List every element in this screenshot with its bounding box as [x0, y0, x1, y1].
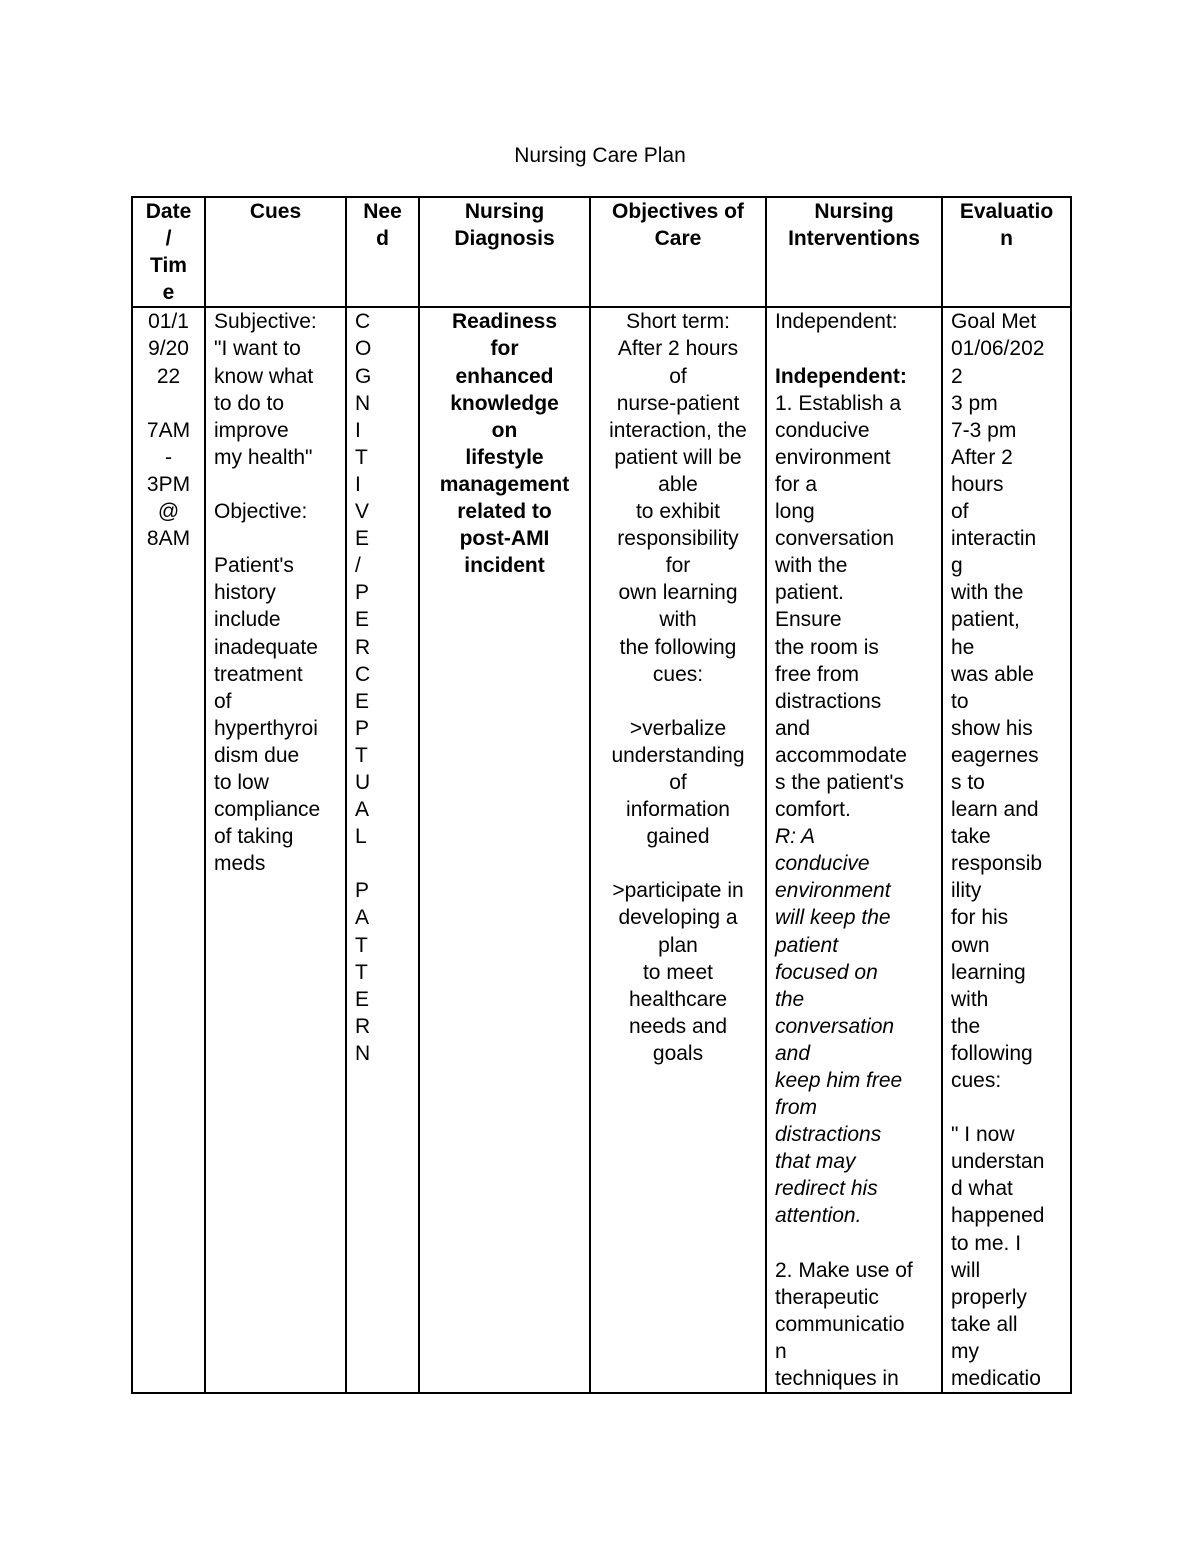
text-line: After 2 — [951, 445, 1013, 469]
header-cues — [205, 197, 346, 307]
text-line: take — [951, 825, 991, 849]
text-line: E — [355, 689, 370, 713]
text-line: and — [775, 1041, 811, 1065]
text-line: 7AM — [146, 418, 191, 442]
text-line: 7-3 pm — [951, 418, 1017, 442]
text-line: responsib — [951, 852, 1043, 876]
text-line: Nursing — [464, 200, 545, 223]
text-line: Subjective: — [214, 310, 317, 334]
text-line — [355, 850, 416, 877]
text-line: s the patient's — [775, 770, 904, 794]
header-interventions — [766, 197, 942, 307]
text-line: attention. — [775, 1204, 862, 1228]
text-line: G — [355, 364, 372, 388]
text-line: patient will be — [614, 445, 742, 469]
text-line: E — [355, 527, 370, 551]
text-line: meds — [214, 852, 266, 876]
cell-evaluation — [942, 307, 1071, 1393]
text-line: of — [669, 364, 687, 388]
text-line: E — [355, 608, 370, 632]
text-line: information — [626, 798, 730, 822]
text-line — [951, 1094, 1068, 1121]
text-line: cues: — [652, 662, 704, 686]
text-line: to low — [214, 770, 269, 794]
text-line: dism due — [214, 743, 300, 767]
text-line: free from — [775, 662, 860, 686]
text-line: hyperthyroi — [214, 716, 318, 740]
text-line: techniques in — [775, 1367, 899, 1391]
text-line: 8AM — [146, 527, 191, 551]
text-line: / — [165, 227, 172, 251]
text-line: happened — [951, 1204, 1045, 1228]
text-line — [593, 850, 763, 877]
cell-date-time — [132, 307, 205, 1393]
text-line: to meet — [642, 960, 714, 984]
text-line: show his — [951, 716, 1033, 740]
text-line: Objectives of — [612, 200, 744, 223]
text-line: with — [951, 987, 989, 1011]
text-line: my — [951, 1339, 979, 1363]
text-line — [135, 390, 202, 417]
text-line: - — [165, 445, 172, 469]
text-line: Independent: — [775, 310, 898, 334]
text-line — [214, 525, 343, 552]
text-line: 3 pm — [951, 391, 998, 415]
text-line: Nee — [363, 200, 402, 223]
text-line: patient. — [775, 581, 844, 605]
text-line: that may — [775, 1150, 856, 1174]
text-line: Goal Met — [951, 310, 1037, 334]
text-line: improve — [214, 418, 289, 442]
text-line: was able — [951, 662, 1034, 686]
text-line: After 2 hours — [617, 337, 739, 361]
text-line: of — [214, 689, 232, 713]
text-line: of — [669, 770, 687, 794]
text-line — [593, 688, 763, 715]
text-line: 2. Make use of — [775, 1258, 913, 1282]
text-line: hours — [951, 472, 1004, 496]
text-line: Readiness — [451, 310, 558, 334]
text-line: " I now — [951, 1123, 1015, 1147]
text-line: / — [355, 554, 361, 578]
text-line: A — [355, 906, 370, 930]
text-line: 2 — [951, 364, 963, 388]
text-line: understan — [951, 1150, 1045, 1174]
text-line: Patient's — [214, 554, 294, 578]
text-line: my health" — [214, 445, 313, 469]
text-line: to — [951, 689, 969, 713]
header-evaluation — [942, 197, 1071, 307]
cell-objectives — [590, 307, 766, 1393]
text-line: I — [355, 418, 361, 442]
text-line: 1. Establish a — [775, 391, 902, 415]
text-line: to me. I — [951, 1231, 1022, 1255]
text-line: inadequate — [214, 635, 318, 659]
header-row — [132, 197, 1071, 307]
text-line: long — [775, 500, 815, 524]
text-line: 22 — [156, 364, 181, 388]
text-line: C — [355, 662, 371, 686]
text-line: and — [775, 716, 811, 740]
text-line: Ensure — [775, 608, 842, 632]
text-line: accommodate — [775, 743, 907, 767]
text-line: gained — [646, 825, 710, 849]
text-line: patient — [775, 933, 839, 957]
text-line: with the — [775, 554, 848, 578]
text-line: responsibility — [617, 527, 739, 551]
text-line: take all — [951, 1312, 1018, 1336]
interventions-step-2 — [775, 1230, 939, 1393]
text-line — [775, 335, 939, 362]
text-line: history — [214, 581, 276, 605]
text-line: eagernes — [951, 743, 1039, 767]
text-line: the following — [619, 635, 737, 659]
text-line: n — [775, 1339, 787, 1363]
text-line: N — [355, 391, 371, 415]
text-line: V — [355, 500, 370, 524]
cell-interventions — [766, 307, 942, 1393]
text-line: incident — [464, 554, 545, 578]
text-line: >participate in — [612, 879, 744, 903]
text-line: L — [355, 825, 367, 849]
text-line: C — [355, 310, 371, 334]
text-line: for — [665, 554, 691, 578]
text-line: U — [355, 770, 371, 794]
text-line: Evaluatio — [959, 200, 1054, 223]
text-line: will — [951, 1258, 981, 1282]
header-date-time — [132, 197, 205, 307]
text-line: Diagnosis — [454, 227, 555, 251]
nursing-care-plan-table — [131, 196, 1072, 1394]
text-line: patient, — [951, 608, 1020, 632]
text-line: he — [951, 635, 975, 659]
text-line: the — [951, 1014, 981, 1038]
text-line: n — [1000, 227, 1013, 251]
header-diagnosis — [419, 197, 590, 307]
text-line: R — [355, 635, 371, 659]
text-line: understanding — [611, 743, 745, 767]
text-line: to exhibit — [635, 500, 721, 524]
text-line: for — [490, 337, 519, 361]
text-line: >verbalize — [629, 716, 727, 740]
text-line: communicatio — [775, 1312, 905, 1336]
text-line: learning — [951, 960, 1026, 984]
text-line: interactin — [951, 527, 1037, 551]
text-line: Cues — [249, 200, 302, 223]
cell-need — [346, 307, 419, 1393]
text-line: able — [658, 472, 698, 496]
text-line: E — [355, 987, 370, 1011]
text-line — [214, 471, 343, 498]
text-line: ility — [951, 879, 982, 903]
text-line: distractions — [775, 689, 882, 713]
text-line: "I want to — [214, 337, 301, 361]
text-line: properly — [951, 1285, 1027, 1309]
text-line: keep him free — [775, 1069, 903, 1092]
text-line: distractions — [775, 1123, 882, 1147]
text-line: 01/1 — [148, 310, 189, 334]
text-line: on — [491, 418, 518, 442]
text-line: 01/06/202 — [951, 337, 1045, 361]
text-line: developing a — [618, 906, 738, 930]
text-line: post-AMI — [459, 527, 550, 551]
text-line: O — [355, 337, 372, 361]
text-line: needs and — [628, 1014, 728, 1038]
text-line: of taking — [214, 825, 294, 849]
cell-cues — [205, 307, 346, 1393]
text-line: T — [355, 933, 368, 957]
text-line: d — [376, 227, 389, 251]
text-line: focused on — [775, 960, 878, 984]
text-line: Interventions — [788, 227, 920, 251]
text-line: environment — [775, 879, 891, 903]
text-line: for his — [951, 906, 1009, 930]
interventions-independent-heading: Independent: — [775, 364, 907, 388]
text-line: A — [355, 798, 370, 822]
text-line: own — [951, 933, 990, 957]
text-line: the room is — [775, 635, 879, 659]
text-line: know what — [214, 364, 314, 388]
text-line: T — [355, 960, 368, 984]
text-line: g — [951, 554, 963, 578]
text-line: management — [439, 472, 570, 496]
text-line: I — [355, 472, 361, 496]
text-line: learn and — [951, 798, 1039, 822]
text-line: cues: — [951, 1069, 1002, 1092]
text-line: enhanced — [455, 364, 554, 388]
text-line: Tim — [150, 254, 187, 278]
text-line: own learning — [618, 581, 738, 605]
text-line: N — [355, 1041, 371, 1065]
text-line: nurse-patient — [616, 391, 740, 415]
text-line: lifestyle — [465, 445, 544, 469]
text-line: T — [355, 743, 368, 767]
text-line: R — [355, 1014, 371, 1038]
text-line: with the — [951, 581, 1024, 605]
page-title: Nursing Care Plan — [514, 144, 686, 167]
text-line: conducive — [775, 852, 870, 876]
text-line: medicatio — [951, 1367, 1041, 1391]
interventions-intro — [775, 308, 939, 362]
text-line: R: A — [775, 825, 816, 849]
text-line: @ — [157, 500, 180, 524]
text-line: the — [775, 987, 805, 1011]
text-line: will keep the — [775, 906, 891, 930]
text-line: compliance — [214, 798, 321, 822]
text-line: P — [355, 879, 370, 903]
text-line: to do to — [214, 391, 285, 415]
text-line: 9/20 — [148, 337, 189, 361]
text-line: include — [214, 608, 281, 632]
text-line: conversation — [775, 527, 895, 551]
interventions-rationale-1 — [775, 823, 939, 1229]
text-line: comfort. — [775, 798, 851, 822]
text-line: conversation — [775, 1014, 895, 1038]
text-line: Date — [145, 200, 192, 223]
text-line: plan — [658, 933, 698, 957]
text-line: with — [659, 608, 697, 632]
text-line: P — [355, 581, 370, 605]
text-line: T — [355, 445, 368, 469]
interventions-step-1 — [775, 390, 939, 824]
text-line: e — [162, 281, 175, 305]
header-objectives — [590, 197, 766, 307]
text-line: 3PM — [146, 472, 191, 496]
text-line: for a — [775, 472, 818, 496]
text-line: healthcare — [628, 987, 728, 1011]
text-line: d what — [951, 1177, 1013, 1201]
cell-diagnosis — [419, 307, 590, 1393]
text-line: conducive — [775, 418, 870, 442]
text-line: redirect his — [775, 1177, 878, 1201]
table-row — [132, 307, 1071, 1393]
text-line: from — [775, 1096, 817, 1120]
text-line: environment — [775, 445, 891, 469]
text-line: s to — [951, 770, 985, 794]
text-line: following — [951, 1041, 1033, 1065]
text-line: interaction, the — [609, 418, 747, 442]
text-line: related to — [457, 500, 552, 524]
text-line: Short term: — [626, 310, 730, 334]
text-line: Objective: — [214, 500, 308, 524]
text-line — [775, 1230, 939, 1257]
text-line: P — [355, 716, 370, 740]
text-line: of — [951, 500, 969, 524]
text-line: treatment — [214, 662, 303, 686]
text-line: Nursing — [814, 200, 894, 223]
text-line: therapeutic — [775, 1285, 879, 1309]
text-line: Care — [654, 227, 702, 251]
header-need — [346, 197, 419, 307]
text-line: knowledge — [450, 391, 559, 415]
text-line: goals — [652, 1041, 704, 1065]
